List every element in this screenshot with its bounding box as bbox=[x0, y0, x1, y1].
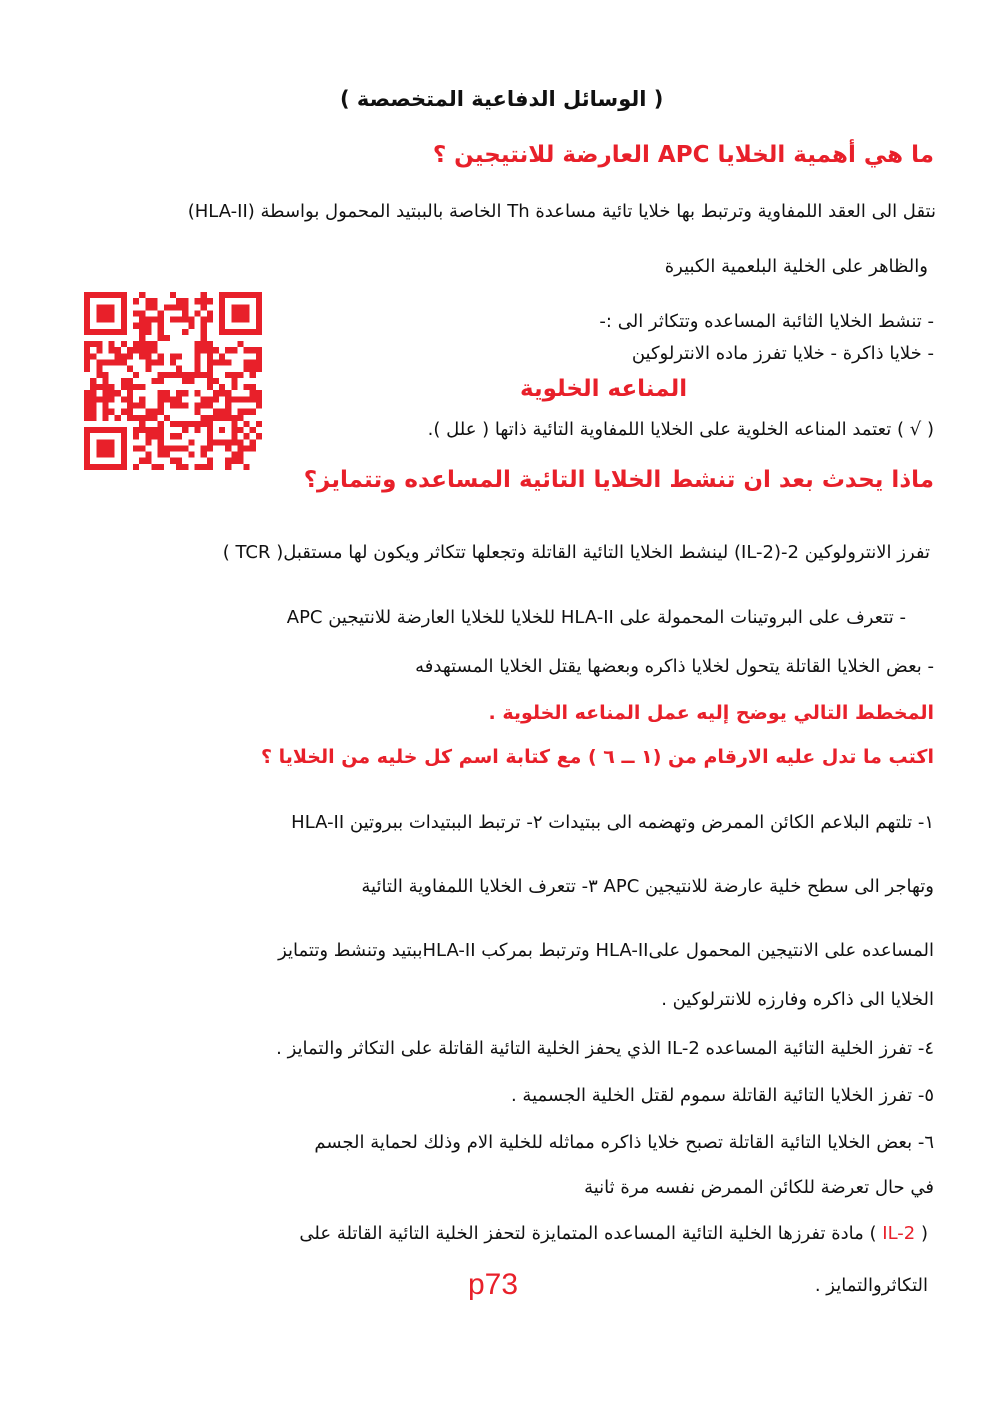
question-after-activation: ماذا يحدث بعد ان تنشط الخلايا التائية المساعده وتتمايز؟ bbox=[303, 467, 934, 493]
paragraph-line: نتقل الى العقد اللمفاوية وترتبط بها خلايا تائية مساعدة Th الخاصة بالببتيد المحمول بواسطة (HLA-II) bbox=[187, 201, 936, 222]
il2-definition bbox=[299, 1221, 928, 1247]
answer-line: في حال تعرضة للكائن الممرض نفسه مرة ثانية bbox=[584, 1177, 934, 1198]
page-title: ( الوسائل الدفاعية المتخصصة ) bbox=[340, 87, 664, 111]
question-numbers: اكتب ما تدل عليه الارقام من (١ ــ ٦ ) مع كتابة اسم كل خليه من الخلايا ؟ bbox=[260, 746, 934, 768]
il2-open-paren: ( bbox=[915, 1223, 928, 1244]
heading-cellular-immunity: المناعه الخلوية bbox=[520, 376, 688, 402]
paragraph-line: والظاهر على الخلية البلعمية الكبيرة bbox=[664, 256, 928, 277]
true-false-statement: ( √ ) تعتمد المناعه الخلوية على الخلايا اللمفاوية التائية ذاتها ( علل ). bbox=[427, 419, 934, 440]
il2-definition-text: ) مادة تفرزها الخلية التائية المساعده المتمايزة لتحفز الخلية التائية القاتلة على bbox=[299, 1223, 883, 1244]
answer-line: الخلايا الى ذاكره وفارزه للانترلوكين . bbox=[661, 989, 934, 1010]
answer-line: ١- تلتهم البلاعم الكائن الممرض وتهضمه الى ببتيدات ٢- ترتبط الببتيدات ببروتين HLA-II bbox=[291, 812, 934, 833]
answer-line: وتهاجر الى سطح خلية عارضة للانتيجين APC ٣- تتعرف الخلايا اللمفاوية التائية bbox=[361, 876, 934, 897]
bullet-item: - تتعرف على البروتينات المحمولة على HLA-II للخلايا للخلايا العارضة للانتيجين APC bbox=[286, 607, 906, 628]
bullet-item: - خلايا ذاكرة - خلايا تفرز ماده الانترلوكين bbox=[631, 343, 934, 364]
answer-line: ٥- تفرز الخلايا التائية القاتلة سموم لقتل الخلية الجسمية . bbox=[510, 1085, 934, 1106]
diagram-note: المخطط التالي يوضح إليه عمل المناعه الخلوية . bbox=[488, 702, 934, 724]
il2-definition-line2: التكاثروالتمايز . bbox=[814, 1275, 928, 1296]
bullet-item: - بعض الخلايا القاتلة يتحول لخلايا ذاكره وبعضها يقتل الخلايا المستهدفه bbox=[415, 656, 934, 677]
answer-line: المساعده على الانتيجين المحمول علىHLA-II وترتبط بمركب HLA-IIببتيد وتنشط وتتمايز bbox=[278, 940, 934, 961]
qr-code-icon bbox=[84, 291, 262, 471]
page-number: p73 bbox=[468, 1268, 519, 1301]
paragraph-line: تفرز الانترولوكين 2-(IL-2) لينشط الخلايا التائية القاتلة وتجعلها تتكاثر ويكون لها مستقبل( TCR ) bbox=[222, 542, 930, 563]
il2-term: IL-2 bbox=[882, 1223, 916, 1244]
answer-line: ٦- بعض الخلايا التائية القاتلة تصبح خلايا ذاكره مماثله للخلية الام وذلك لحماية الجسم bbox=[314, 1132, 934, 1153]
question-apc-importance: ما هي أهمية الخلايا APC العارضة للانتيجين ؟ bbox=[432, 142, 934, 168]
answer-line: ٤- تفرز الخلية التائية المساعده IL-2 الذي يحفز الخلية التائية القاتلة على التكاثر والتمايز . bbox=[276, 1038, 934, 1059]
bullet-item: - تنشط الخلايا الثائبة المساعده وتتكاثر الى :- bbox=[599, 311, 934, 332]
